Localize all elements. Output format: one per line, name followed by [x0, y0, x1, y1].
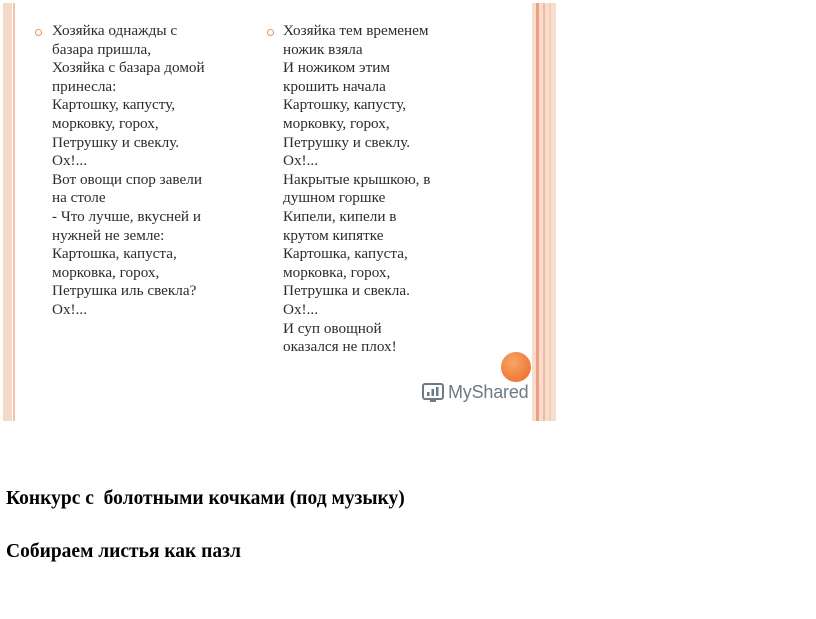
poem-line: Ох!... [52, 300, 88, 318]
poem-line: Ох!... [283, 152, 319, 170]
poem-line: И суп овощной [283, 319, 382, 337]
poem-line: Петрушку и свеклу. [52, 133, 180, 151]
poem-line: Вот овощи спор завели [52, 170, 202, 188]
poem-line: Кипели, кипели в [283, 207, 397, 225]
poem-line: Петрушка иль свекла? [52, 282, 197, 300]
bullet-circle-icon [267, 29, 274, 36]
bullet-circle-icon [35, 29, 42, 36]
poem-line: Хозяйка однажды с [52, 22, 178, 39]
poem-line: оказался не плох! [283, 338, 397, 356]
slide-image [3, 3, 556, 421]
poem-line: морковка, горох, [283, 263, 391, 281]
poem-line: принесла: [52, 77, 117, 95]
poem-line: на столе [52, 189, 106, 207]
poem-line: крутом кипятке [283, 226, 384, 244]
poem-line: Картошку, капусту, [52, 96, 176, 114]
poem-right-column [283, 22, 493, 357]
slide-right-stripe [549, 3, 551, 421]
poem-left-column [52, 22, 262, 320]
caption-leaves-puzzle: Собираем листья как пазл [6, 541, 241, 562]
caption-contest: Конкурс с болотными кочками (под музыку) [6, 488, 405, 509]
poem-line: душном горшке [283, 189, 386, 207]
poem-line: Петрушка и свекла. [283, 282, 410, 300]
poem-line: Хозяйка с базара домой [52, 59, 205, 77]
slide-right-stripe [536, 3, 539, 421]
myshared-watermark [421, 379, 528, 405]
slide-left-border-line [13, 3, 15, 421]
poem-line: Картошка, капуста, [52, 245, 177, 263]
poem-line: Ох!... [52, 152, 88, 170]
poem-line: морковку, горох, [52, 114, 159, 132]
poem-line: базара пришла, [52, 40, 152, 58]
myshared-logo-icon [421, 380, 445, 404]
poem-line: Ох!... [283, 300, 319, 318]
poem-line: Накрытые крышкою, в [283, 170, 431, 188]
poem-line: И ножиком этим [283, 59, 390, 77]
poem-line: Хозяйка тем временем [283, 22, 429, 39]
poem-line: - Что лучше, вкусней и [52, 207, 201, 225]
poem-line: нужней не земле: [52, 226, 165, 244]
slide-left-border [3, 3, 12, 421]
poem-line: Петрушку и свеклу. [283, 133, 411, 151]
poem-line: Картошка, капуста, [283, 245, 408, 263]
poem-line: Картошку, капусту, [283, 96, 407, 114]
poem-line: ножик взяла [283, 40, 363, 58]
slide-right-stripe [543, 3, 545, 421]
poem-line: морковка, горох, [52, 263, 160, 281]
poem-line: крошить начала [283, 77, 386, 95]
myshared-logo-text: MyShared [448, 381, 529, 402]
poem-line: морковку, горох, [283, 114, 390, 132]
orange-circle-decoration [501, 352, 531, 382]
